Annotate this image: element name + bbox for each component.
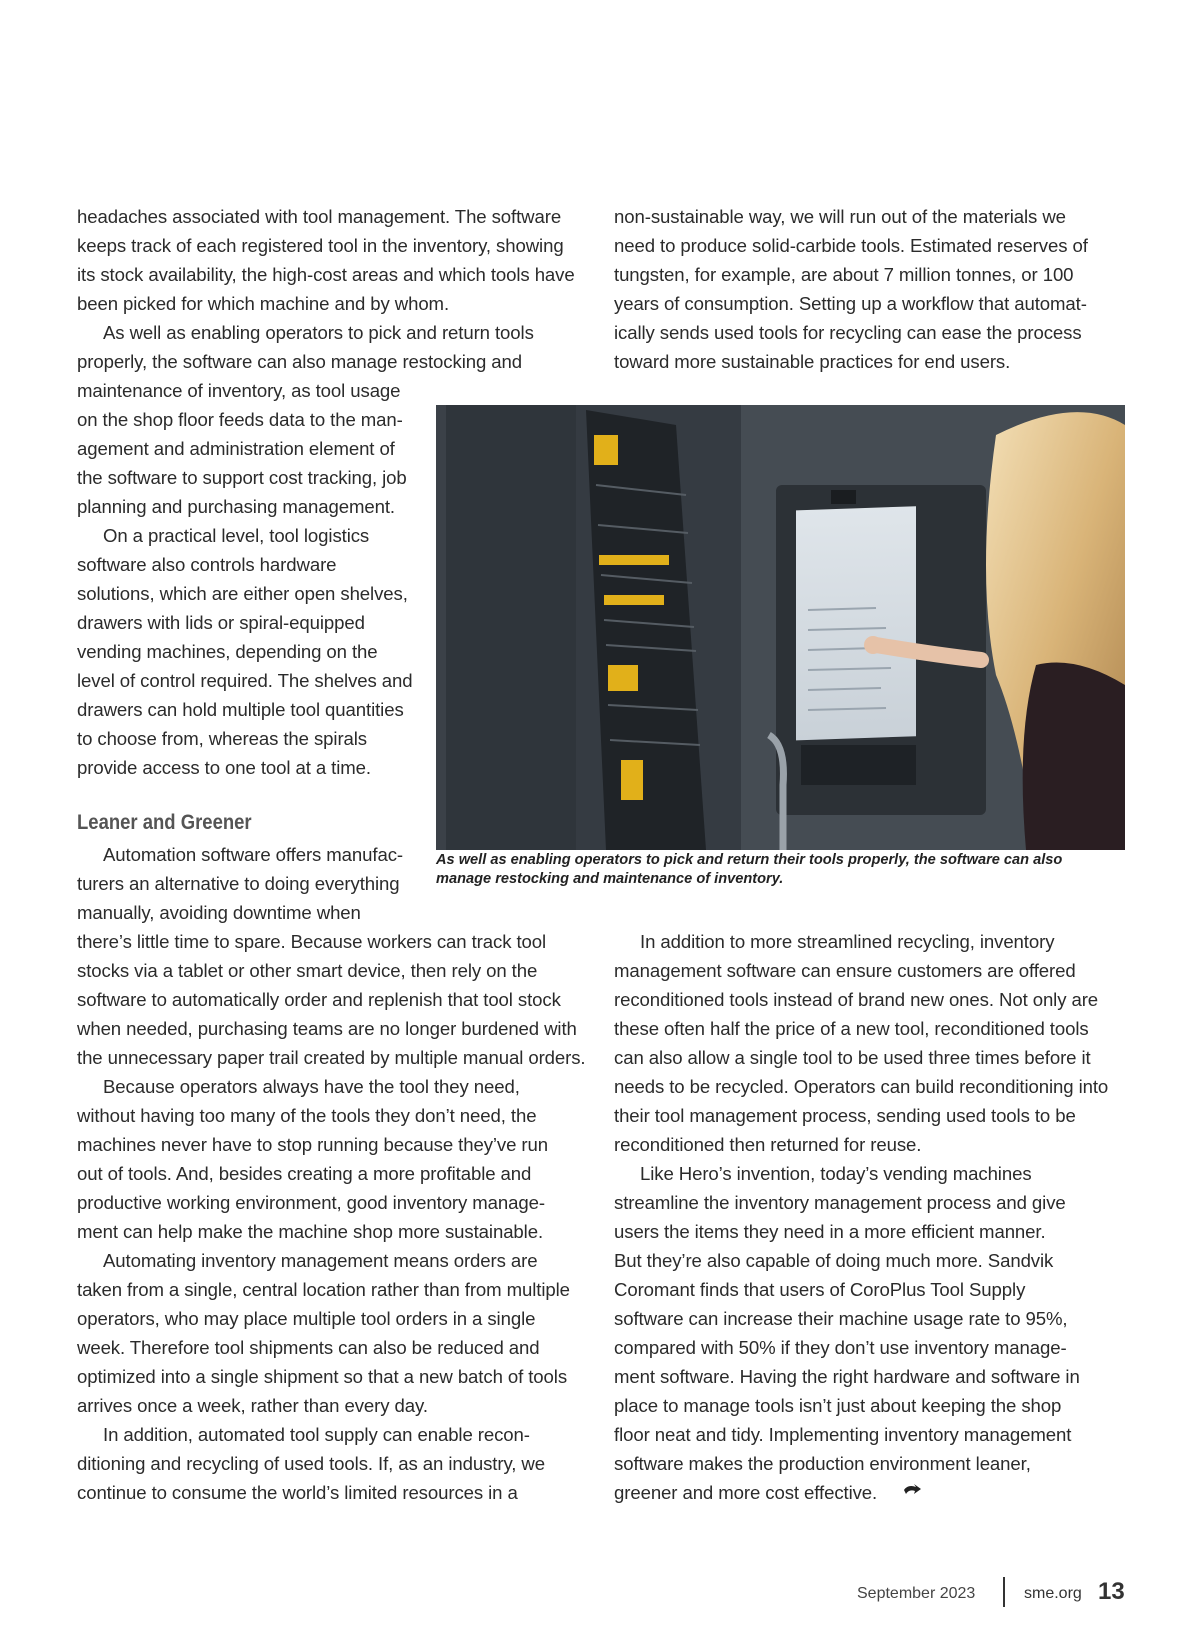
body-line: users the items they need in a more efficient manner. [614,1221,1046,1242]
body-line: greener and more cost effective. [614,1482,878,1503]
section-heading: Leaner and Greener [77,811,252,834]
body-line: tungsten, for example, are about 7 million tonnes, or 100 [614,264,1074,285]
page-number: 13 [1098,1578,1125,1605]
body-line: In addition to more streamlined recycling, inventory [640,931,1055,952]
footer-divider [1003,1577,1005,1607]
body-line: software also controls hardware [77,554,337,575]
body-line: drawers can hold multiple tool quantities [77,699,404,720]
body-line: can also allow a single tool to be used three times before it [614,1047,1091,1068]
body-line: years of consumption. Setting up a workflow that automat- [614,293,1087,314]
body-line: ment software. Having the right hardware and software in [614,1366,1080,1387]
body-line: Coromant finds that users of CoroPlus Tool Supply [614,1279,1026,1300]
body-line: ditioning and recycling of used tools. If, as an industry, we [77,1453,545,1474]
body-line: agement and administration element of [77,438,395,459]
body-line: there’s little time to spare. Because workers can track tool [77,931,547,952]
body-line: software can increase their machine usage rate to 95%, [614,1308,1068,1329]
body-line: provide access to one tool at a time. [77,757,371,778]
body-line: maintenance of inventory, as tool usage [77,380,401,401]
body-line: these often half the price of a new tool, reconditioned tools [614,1018,1089,1039]
photo-caption: As well as enabling operators to pick and return their tools properly, the software can also [436,852,1063,868]
body-line: toward more sustainable practices for end users. [614,351,1011,372]
body-line: Like Hero’s invention, today’s vending machines [640,1163,1032,1184]
vending-machine-illustration [436,405,1125,850]
body-line: In addition, automated tool supply can enable recon- [103,1424,530,1445]
body-line: level of control required. The shelves and [77,670,413,691]
body-line: Because operators always have the tool they need, [103,1076,520,1097]
body-line: properly, the software can also manage restocking and [77,351,522,372]
body-line: Automation software offers manufac- [103,844,404,865]
body-line: without having too many of the tools they don’t need, the [77,1105,537,1126]
body-line: optimized into a single shipment so that a new batch of tools [77,1366,568,1387]
body-line: non-sustainable way, we will run out of the materials we [614,206,1066,227]
body-line: manually, avoiding downtime when [77,902,361,923]
body-line: the unnecessary paper trail created by multiple manual orders. [77,1047,586,1068]
body-line: its stock availability, the high-cost areas and which tools have [77,264,575,285]
body-line: compared with 50% if they don’t use inventory manage- [614,1337,1067,1358]
body-line: software to automatically order and replenish that tool stock [77,989,561,1010]
body-line: on the shop floor feeds data to the man- [77,409,403,430]
body-line: need to produce solid-carbide tools. Estimated reserves of [614,235,1088,256]
body-line: software makes the production environment leaner, [614,1453,1031,1474]
body-line: taken from a single, central location rather than from multiple [77,1279,570,1300]
body-line: productive working environment, good inventory manage- [77,1192,545,1213]
body-line: management software can ensure customers are offered [614,960,1076,981]
photo-caption: manage restocking and maintenance of inventory. [436,871,784,887]
body-line: vending machines, depending on the [77,641,378,662]
body-line: ment can help make the machine shop more sustainable. [77,1221,544,1242]
body-line: But they’re also capable of doing much more. Sandvik [614,1250,1054,1271]
issue-date: September 2023 [857,1585,976,1602]
body-line: week. Therefore tool shipments can also be reduced and [77,1337,540,1358]
body-line: planning and purchasing management. [77,496,395,517]
body-line: drawers with lids or spiral-equipped [77,612,365,633]
body-line: solutions, which are either open shelves, [77,583,408,604]
article-photo [436,405,1125,850]
body-line: headaches associated with tool management. The software [77,206,562,227]
body-line: keeps track of each registered tool in the inventory, showing [77,235,564,256]
body-line: reconditioned tools instead of brand new ones. Not only are [614,989,1099,1010]
body-line: machines never have to stop running because they’ve run [77,1134,549,1155]
body-line: reconditioned then returned for reuse. [614,1134,922,1155]
body-line: to choose from, whereas the spirals [77,728,368,749]
body-line: Automating inventory management means orders are [103,1250,538,1271]
body-line: been picked for which machine and by whom. [77,293,450,314]
body-line: ically sends used tools for recycling can ease the process [614,322,1082,343]
body-line: stocks via a tablet or other smart device, then rely on the [77,960,538,981]
body-line: continue to consume the world’s limited resources in a [77,1482,518,1503]
body-line: place to manage tools isn’t just about keeping the shop [614,1395,1062,1416]
body-line: needs to be recycled. Operators can build reconditioning into [614,1076,1109,1097]
body-line: On a practical level, tool logistics [103,525,370,546]
body-line: the software to support cost tracking, job [77,467,407,488]
body-line: floor neat and tidy. Implementing inventory management [614,1424,1072,1445]
body-line: their tool management process, sending used tools to be [614,1105,1076,1126]
end-of-article-icon [902,1484,922,1498]
site-url: sme.org [1024,1585,1082,1602]
body-line: out of tools. And, besides creating a more profitable and [77,1163,532,1184]
body-line: operators, who may place multiple tool orders in a single [77,1308,536,1329]
body-line: turers an alternative to doing everything [77,873,400,894]
body-line: As well as enabling operators to pick and return tools [103,322,534,343]
body-line: arrives once a week, rather than every day. [77,1395,428,1416]
body-line: streamline the inventory management process and give [614,1192,1066,1213]
body-line: when needed, purchasing teams are no longer burdened with [77,1018,577,1039]
